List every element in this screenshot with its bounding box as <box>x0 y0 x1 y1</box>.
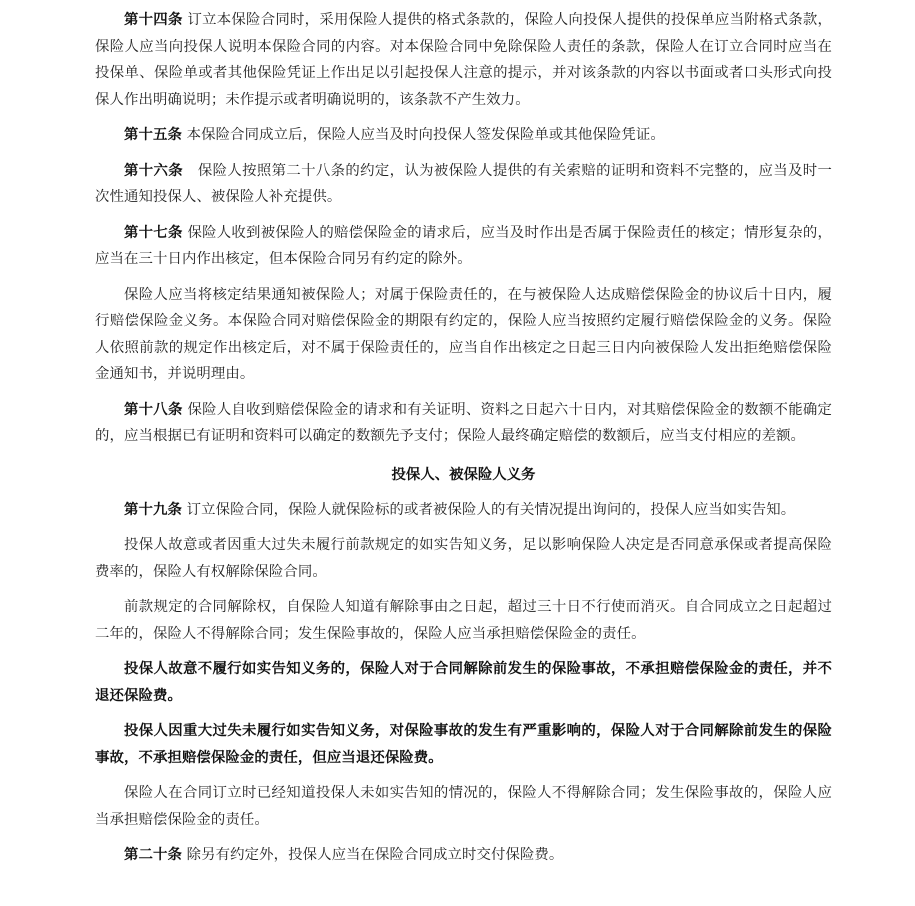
paragraph-text: 保险人应当将核定结果通知被保险人；对属于保险责任的，在与被保险人达成赔偿保险金的协议后十日内，履行赔偿保险金义务。本保险合同对赔偿保险金的期限有约定的，保险人应当按照约定履行赔偿保险金的义务。保险人依照前款的规定作出核定后，对不属于保险责任的，应当自作出核定之日起三日内向被保险人发出拒绝赔偿保险金通知书，并说明理由。 <box>95 286 832 382</box>
paragraph-text: 前款规定的合同解除权，自保险人知道有解除事由之日起，超过三十日不行使而消灭。自合同成立之日起超过二年的，保险人不得解除合同；发生保险事故的，保险人应当承担赔偿保险金的责任。 <box>95 599 832 642</box>
article-label: 第十五条 <box>124 127 182 143</box>
document-body <box>95 7 832 869</box>
article-17-paragraph-2 <box>95 282 832 388</box>
article-19-paragraph-6 <box>95 780 832 833</box>
article-label: 第十七条 <box>124 224 183 241</box>
article-19-paragraph-3 <box>95 594 832 647</box>
article-text: 本保险合同成立后，保险人应当及时向投保人签发保险单或其他保险凭证。 <box>186 127 665 143</box>
paragraph-text: 投保人故意或者因重大过失未履行前款规定的如实告知义务，足以影响保险人决定是否同意承保或者提高保险费率的，保险人有权解除保险合同。 <box>95 537 832 580</box>
article-19-paragraph-4 <box>95 656 832 709</box>
article-text: 订立本保险合同时，采用保险人提供的格式条款的，保险人向投保人提供的投保单应当附格式条款，保险人应当向投保人说明本保险合同的内容。对本保险合同中免除保险人责任的条款，保险人在订立合同时应当在投保单、保险单或者其他保险凭证上作出足以引起投保人注意的提示，并对该条款的内容以书面或者口头形式向投保人作出明确说明；未作提示或者明确说明的，该条款不产生效力。 <box>95 12 832 108</box>
article-label: 第十六条 <box>124 162 184 179</box>
article-label: 第十四条 <box>124 12 183 28</box>
article-20 <box>95 842 832 869</box>
paragraph-text: 投保人因重大过失未履行如实告知义务，对保险事故的发生有严重影响的，保险人对于合同解除前发生的保险事故，不承担赔偿保险金的责任，但应当退还保险费。 <box>95 723 832 766</box>
article-text: 保险人收到被保险人的赔偿保险金的请求后，应当及时作出是否属于保险责任的核定；情形复杂的，应当在三十日内作出核定，但本保险合同另有约定的除外。 <box>95 224 832 267</box>
article-text: 保险人按照第二十八条的约定，认为被保险人提供的有关索赔的证明和资料不完整的，应当及时一次性通知投保人、被保险人补充提供。 <box>95 162 832 205</box>
paragraph-text: 投保人故意不履行如实告知义务的，保险人对于合同解除前发生的保险事故，不承担赔偿保险金的责任，并不退还保险费。 <box>95 661 832 704</box>
article-18 <box>95 397 832 450</box>
article-label: 第十八条 <box>124 401 183 418</box>
article-label: 第二十条 <box>124 847 182 863</box>
article-text: 订立保险合同，保险人就保险标的或者被保险人的有关情况提出询问的，投保人应当如实告知。 <box>186 501 796 518</box>
article-14 <box>95 7 832 113</box>
article-15 <box>95 122 832 149</box>
article-text: 除另有约定外，投保人应当在保险合同成立时交付保险费。 <box>186 847 564 863</box>
article-19-paragraph-2 <box>95 532 832 585</box>
paragraph-text: 保险人在合同订立时已经知道投保人未如实告知的情况的，保险人不得解除合同；发生保险事故的，保险人应当承担赔偿保险金的责任。 <box>95 785 832 828</box>
article-19 <box>95 497 832 524</box>
article-19-paragraph-5 <box>95 718 832 771</box>
section-heading: 投保人、被保险人义务 <box>391 466 536 483</box>
article-17 <box>95 220 832 273</box>
article-text: 保险人自收到赔偿保险金的请求和有关证明、资料之日起六十日内，对其赔偿保险金的数额不能确定的，应当根据已有证明和资料可以确定的数额先予支付；保险人最终确定赔偿的数额后，应当支付相应的差额。 <box>95 401 832 444</box>
article-16 <box>95 158 832 211</box>
article-label: 第十九条 <box>124 501 182 518</box>
